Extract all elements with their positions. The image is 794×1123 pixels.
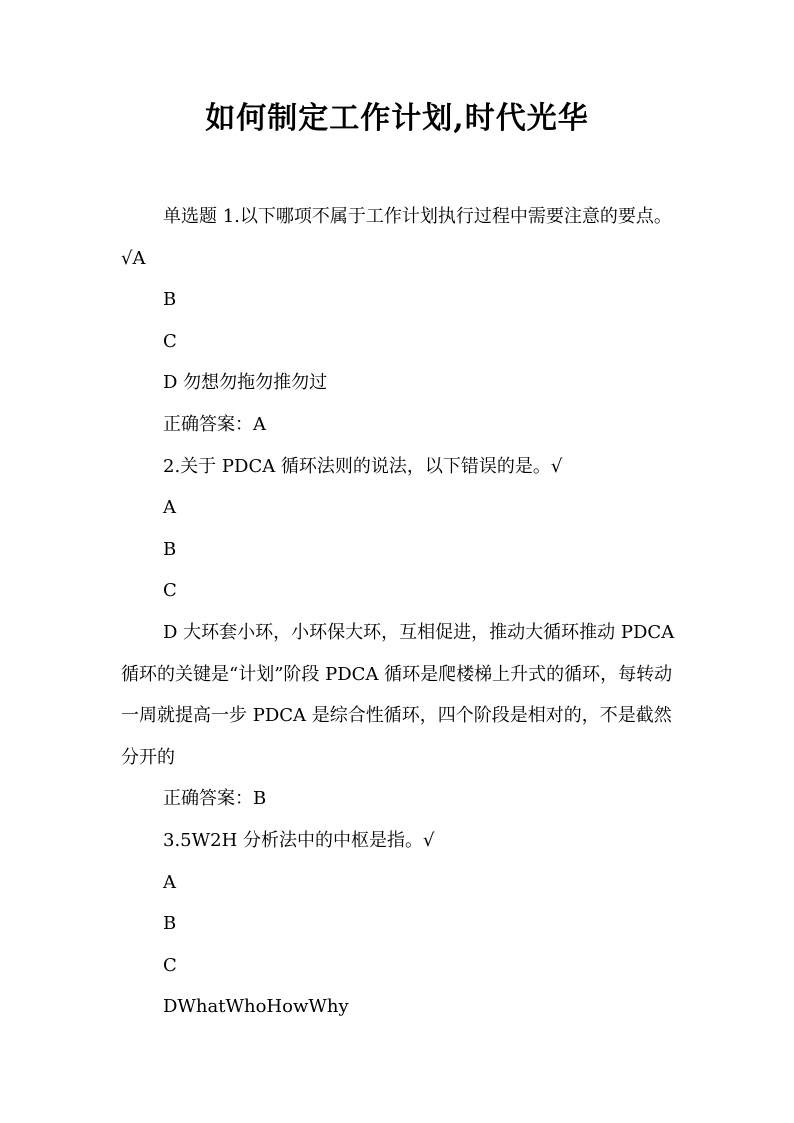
question-2-option-b: B — [163, 538, 177, 560]
document-title: 如何制定工作计划,时代光华 — [205, 101, 589, 136]
question-3-option-b: B — [163, 913, 177, 935]
question-1-option-b: B — [163, 289, 177, 311]
document-body — [121, 196, 676, 1028]
question-1-answer: 正确答案：A — [163, 413, 266, 435]
question-3-option-c: C — [163, 954, 177, 976]
question-3-stem: 3.5W2H 分析法中的中枢是指。√ — [163, 829, 435, 851]
question-1-stem: 单选题 1.以下哪项不属于工作计划执行过程中需要注意的要点。√A — [121, 206, 672, 269]
question-3-option-a: A — [163, 871, 176, 893]
question-1-option-d: D 勿想勿拖勿推勿过 — [163, 372, 328, 394]
question-2-stem: 2.关于 PDCA 循环法则的说法，以下错误的是。√ — [163, 455, 563, 477]
question-2-option-a: A — [163, 497, 176, 519]
question-2-option-c: C — [163, 580, 177, 602]
question-2-answer: 正确答案：B — [163, 788, 267, 810]
question-2-option-d: D 大环套小环，小环保大环，互相促进，推动大循环推动 PDCA 循环的关键是“计划”阶段 PDCA 循环是爬楼梯上升式的循环，每转动一周就提高一步 PDCA 是综合性循环，四个阶段是相对的，不是截然分开的 — [121, 621, 675, 768]
question-3-option-d: DWhatWhoHowWhy — [163, 996, 349, 1018]
question-1-option-c: C — [163, 330, 177, 352]
